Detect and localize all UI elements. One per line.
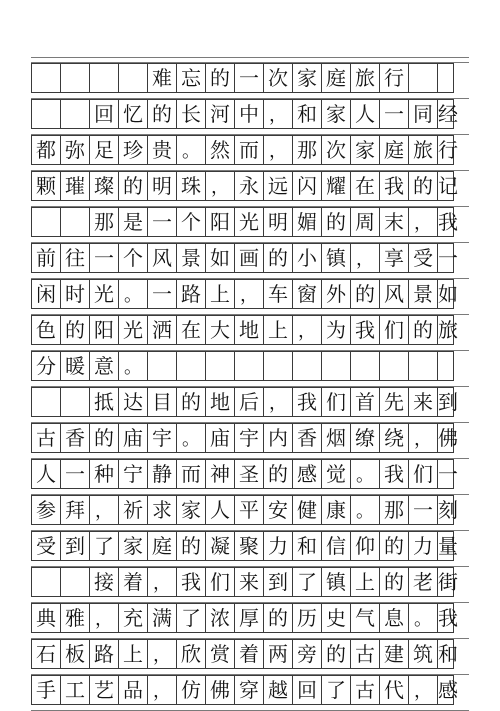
grid-cell: 感	[437, 675, 454, 705]
grid-cell: 拜	[60, 495, 90, 525]
grid-cell: 暖	[60, 351, 90, 381]
grid-cell: 了	[176, 603, 206, 633]
grid-cell: 璀	[60, 171, 90, 201]
grid-cell: 。	[176, 135, 206, 165]
grid-cell: 那	[292, 135, 322, 165]
grid-cell: ，	[292, 315, 322, 345]
grid-cell: 信	[321, 531, 351, 561]
grid-cell: 闪	[292, 171, 322, 201]
grid-cell: 宁	[118, 459, 148, 489]
essay-line	[31, 99, 469, 129]
grid-cell: 都	[31, 135, 61, 165]
grid-cell: 明	[263, 207, 293, 237]
grid-cell: 首	[350, 387, 380, 417]
grid-cell: 上	[205, 279, 235, 309]
grid-cell: 受	[31, 531, 61, 561]
grid-cell: 窗	[292, 279, 322, 309]
grid-cell: 回	[292, 675, 322, 705]
grid-cell: 刻	[437, 495, 454, 525]
grid-cell: 达	[118, 387, 148, 417]
grid-cell: ，	[408, 207, 438, 237]
grid-cell: 一	[437, 243, 454, 273]
grid-cell: 的	[379, 531, 409, 561]
grid-cell	[176, 351, 206, 381]
grid-cell: 庙	[205, 423, 235, 453]
essay-line	[31, 495, 469, 525]
grid-cell: 。	[118, 351, 148, 381]
grid-cell: 而	[234, 135, 264, 165]
grid-cell: 风	[147, 243, 177, 273]
grid-cell	[263, 351, 293, 381]
grid-cell: 远	[263, 171, 293, 201]
grid-cell: ，	[89, 603, 119, 633]
grid-cell	[60, 207, 90, 237]
grid-cell: 缭	[350, 423, 380, 453]
grid-cell: 行	[437, 135, 454, 165]
grid-cell: 旅	[408, 135, 438, 165]
grid-cell: 到	[437, 387, 454, 417]
grid-cell: 的	[321, 207, 351, 237]
grid-cell: ，	[263, 387, 293, 417]
grid-cell: 穿	[234, 675, 264, 705]
essay-line	[31, 531, 469, 561]
grid-cell: 色	[31, 315, 61, 345]
grid-cell: 车	[263, 279, 293, 309]
grid-cell: 中	[234, 99, 264, 129]
grid-cell: 前	[31, 243, 61, 273]
grid-cell: 的	[379, 567, 409, 597]
essay-line	[31, 459, 469, 489]
grid-cell: ，	[263, 135, 293, 165]
grid-cell: 经	[437, 99, 454, 129]
grid-cell: 庭	[379, 135, 409, 165]
grid-cell: 那	[379, 495, 409, 525]
grid-cell: 媚	[292, 207, 322, 237]
grid-cell: 了	[89, 531, 119, 561]
grid-cell	[60, 63, 90, 93]
grid-cell: 建	[379, 639, 409, 669]
grid-cell: 行	[379, 63, 409, 93]
grid-cell: 个	[176, 207, 206, 237]
grid-cell: 我	[437, 603, 454, 633]
grid-cell: 画	[234, 243, 264, 273]
grid-cell: 我	[292, 387, 322, 417]
grid-cell: 和	[437, 639, 454, 669]
grid-cell: 充	[118, 603, 148, 633]
grid-cell: 力	[408, 531, 438, 561]
grid-cell: 家	[350, 135, 380, 165]
grid-cell: 的	[147, 99, 177, 129]
grid-cell: 的	[408, 315, 438, 345]
grid-cell: 安	[263, 495, 293, 525]
grid-cell: 的	[89, 423, 119, 453]
grid-cell: 越	[263, 675, 293, 705]
grid-cell: 回	[89, 99, 119, 129]
grid-cell: 平	[234, 495, 264, 525]
grid-cell: 宇	[234, 423, 264, 453]
grid-cell: 参	[31, 495, 61, 525]
essay-title	[31, 63, 469, 93]
grid-cell: 健	[292, 495, 322, 525]
grid-cell: 难	[147, 63, 177, 93]
essay-line	[31, 207, 469, 237]
grid-cell	[60, 567, 90, 597]
grid-cell	[60, 99, 90, 129]
grid-cell: 贵	[147, 135, 177, 165]
grid-cell: 那	[89, 207, 119, 237]
grid-cell: 。	[176, 423, 206, 453]
grid-cell: 一	[234, 63, 264, 93]
grid-cell: 来	[408, 387, 438, 417]
grid-cell: 香	[292, 423, 322, 453]
grid-cell: 永	[234, 171, 264, 201]
grid-cell: 我	[379, 459, 409, 489]
grid-cell: 景	[176, 243, 206, 273]
grid-cell: 意	[89, 351, 119, 381]
grid-cell: 忆	[118, 99, 148, 129]
grid-cell: 古	[31, 423, 61, 453]
grid-cell	[234, 351, 264, 381]
grid-cell: ，	[408, 675, 438, 705]
grid-cell: 我	[379, 171, 409, 201]
grid-cell: 景	[408, 279, 438, 309]
grid-cell	[31, 567, 61, 597]
grid-cell: 筑	[408, 639, 438, 669]
grid-cell	[437, 351, 454, 381]
grid-cell	[118, 63, 148, 93]
grid-cell: 历	[292, 603, 322, 633]
essay-line	[31, 243, 469, 273]
grid-cell: 了	[292, 567, 322, 597]
essay-line	[31, 423, 469, 453]
grid-cell: 在	[176, 315, 206, 345]
grid-cell: 次	[263, 63, 293, 93]
grid-cell: 明	[147, 171, 177, 201]
grid-cell: 我	[176, 567, 206, 597]
grid-cell: 着	[118, 567, 148, 597]
grid-cell	[60, 387, 90, 417]
grid-cell: 耀	[321, 171, 351, 201]
grid-cell: 上	[263, 315, 293, 345]
grid-cell: 一	[60, 459, 90, 489]
essay-grid-paper	[31, 57, 469, 702]
grid-cell: 的	[176, 531, 206, 561]
grid-cell: 接	[89, 567, 119, 597]
grid-cell	[205, 351, 235, 381]
grid-cell: 享	[379, 243, 409, 273]
grid-cell: 弥	[60, 135, 90, 165]
essay-line	[31, 171, 469, 201]
grid-cell: 抵	[89, 387, 119, 417]
grid-cell: 外	[321, 279, 351, 309]
grid-cell: 庭	[321, 63, 351, 93]
grid-cell: 然	[205, 135, 235, 165]
grid-cell: 光	[234, 207, 264, 237]
grid-cell: 风	[379, 279, 409, 309]
grid-cell	[89, 63, 119, 93]
grid-cell	[31, 207, 61, 237]
grid-cell: 石	[31, 639, 61, 669]
grid-cell: 地	[234, 315, 264, 345]
grid-cell: 仰	[350, 531, 380, 561]
grid-cell: 祈	[118, 495, 148, 525]
grid-cell: 目	[147, 387, 177, 417]
grid-cell: 康	[321, 495, 351, 525]
grid-cell: 我	[437, 207, 454, 237]
grid-cell: 在	[350, 171, 380, 201]
row-gap-strip	[31, 705, 469, 711]
grid-cell: 人	[31, 459, 61, 489]
essay-line	[31, 603, 469, 633]
grid-cell: 家	[321, 99, 351, 129]
grid-cell: 满	[147, 603, 177, 633]
grid-cell: ，	[234, 279, 264, 309]
grid-cell	[147, 351, 177, 381]
grid-cell: 珠	[176, 171, 206, 201]
grid-cell: 是	[118, 207, 148, 237]
grid-cell	[292, 351, 322, 381]
grid-cell: ，	[147, 675, 177, 705]
grid-cell: ，	[263, 99, 293, 129]
grid-cell: 次	[321, 135, 351, 165]
grid-cell: 量	[437, 531, 454, 561]
grid-cell: 气	[350, 603, 380, 633]
grid-cell: 着	[234, 639, 264, 669]
grid-cell: 为	[321, 315, 351, 345]
grid-cell: 力	[263, 531, 293, 561]
grid-cell: 上	[350, 567, 380, 597]
grid-cell: 时	[60, 279, 90, 309]
essay-line	[31, 135, 469, 165]
grid-cell: 一	[147, 207, 177, 237]
grid-cell	[31, 63, 61, 93]
grid-cell: 家	[292, 63, 322, 93]
grid-cell: ，	[408, 423, 438, 453]
grid-cell: 分	[31, 351, 61, 381]
grid-cell: 颗	[31, 171, 61, 201]
grid-cell: 的	[408, 171, 438, 201]
grid-cell: 路	[176, 279, 206, 309]
grid-cell: 们	[379, 315, 409, 345]
grid-cell: 欣	[176, 639, 206, 669]
grid-cell: 的	[263, 243, 293, 273]
grid-cell: 。	[408, 603, 438, 633]
grid-cell: 一	[379, 99, 409, 129]
grid-cell: 佛	[437, 423, 454, 453]
grid-cell: 庙	[118, 423, 148, 453]
grid-cell: 阳	[89, 315, 119, 345]
grid-cell: 和	[292, 531, 322, 561]
grid-cell: 记	[437, 171, 454, 201]
essay-line	[31, 315, 469, 345]
grid-cell: 圣	[234, 459, 264, 489]
grid-cell: 旅	[437, 315, 454, 345]
grid-cell: 先	[379, 387, 409, 417]
essay-line	[31, 279, 469, 309]
grid-cell: 们	[408, 459, 438, 489]
grid-cell: 凝	[205, 531, 235, 561]
grid-cell: 史	[321, 603, 351, 633]
grid-cell: 家	[176, 495, 206, 525]
grid-cell: 受	[408, 243, 438, 273]
grid-cell: 。	[350, 495, 380, 525]
grid-cell: 烟	[321, 423, 351, 453]
grid-cell: 。	[118, 279, 148, 309]
grid-cell: 感	[292, 459, 322, 489]
grid-cell: 阳	[205, 207, 235, 237]
grid-cell: 厚	[234, 603, 264, 633]
grid-cell: 香	[60, 423, 90, 453]
grid-cell: 内	[263, 423, 293, 453]
grid-cell: ，	[205, 171, 235, 201]
grid-cell: 庭	[147, 531, 177, 561]
grid-cell: 的	[321, 639, 351, 669]
grid-cell: 品	[118, 675, 148, 705]
grid-cell: 赏	[205, 639, 235, 669]
grid-cell: 们	[205, 567, 235, 597]
grid-cell: 忘	[176, 63, 206, 93]
grid-cell: 足	[89, 135, 119, 165]
grid-cell: 后	[234, 387, 264, 417]
essay-line	[31, 387, 469, 417]
grid-cell: 宇	[147, 423, 177, 453]
grid-cell: 路	[89, 639, 119, 669]
grid-cell: 大	[205, 315, 235, 345]
essay-line	[31, 567, 469, 597]
grid-cell: 一	[147, 279, 177, 309]
grid-cell: 老	[408, 567, 438, 597]
grid-cell: 觉	[321, 459, 351, 489]
grid-cell: ，	[147, 567, 177, 597]
grid-cell: 的	[60, 315, 90, 345]
grid-cell: 代	[379, 675, 409, 705]
grid-cell: 旅	[350, 63, 380, 93]
grid-cell: 手	[31, 675, 61, 705]
grid-cell	[408, 351, 438, 381]
grid-cell: ，	[350, 243, 380, 273]
grid-cell	[437, 63, 454, 93]
grid-cell: 上	[118, 639, 148, 669]
grid-cell: 神	[205, 459, 235, 489]
grid-cell: 河	[205, 99, 235, 129]
grid-cell: 种	[89, 459, 119, 489]
grid-cell: 周	[350, 207, 380, 237]
grid-cell: 的	[263, 603, 293, 633]
grid-cell: 人	[205, 495, 235, 525]
grid-cell: 洒	[147, 315, 177, 345]
grid-cell: 到	[263, 567, 293, 597]
grid-cell: 们	[321, 387, 351, 417]
grid-cell: 旁	[292, 639, 322, 669]
grid-cell: 雅	[60, 603, 90, 633]
grid-cell: 的	[263, 459, 293, 489]
grid-cell: ，	[89, 495, 119, 525]
grid-cell: 来	[234, 567, 264, 597]
grid-cell: 同	[408, 99, 438, 129]
grid-cell: 典	[31, 603, 61, 633]
grid-cell: 一	[437, 459, 454, 489]
grid-cell: 镇	[321, 567, 351, 597]
grid-cell: 如	[205, 243, 235, 273]
grid-cell	[379, 351, 409, 381]
grid-cell: 一	[408, 495, 438, 525]
grid-cell: 人	[350, 99, 380, 129]
grid-cell: 和	[292, 99, 322, 129]
grid-cell: 的	[118, 171, 148, 201]
grid-cell	[350, 351, 380, 381]
essay-line	[31, 351, 469, 381]
grid-cell: 仿	[176, 675, 206, 705]
grid-cell: 往	[60, 243, 90, 273]
grid-cell: 地	[205, 387, 235, 417]
grid-cell: 家	[118, 531, 148, 561]
grid-cell: 息	[379, 603, 409, 633]
grid-cell: 两	[263, 639, 293, 669]
grid-cell: 聚	[234, 531, 264, 561]
essay-line	[31, 639, 469, 669]
grid-cell: 的	[205, 63, 235, 93]
grid-cell: 光	[89, 279, 119, 309]
grid-cell: 了	[321, 675, 351, 705]
grid-cell: 如	[437, 279, 454, 309]
grid-cell: 艺	[89, 675, 119, 705]
grid-cell: 珍	[118, 135, 148, 165]
grid-cell	[321, 351, 351, 381]
grid-cell: 街	[437, 567, 454, 597]
grid-cell: 。	[350, 459, 380, 489]
grid-cell: 个	[118, 243, 148, 273]
grid-cell: 佛	[205, 675, 235, 705]
grid-cell: ，	[147, 639, 177, 669]
grid-cell: 而	[176, 459, 206, 489]
grid-cell: 工	[60, 675, 90, 705]
grid-cell: 璨	[89, 171, 119, 201]
grid-cell: 闲	[31, 279, 61, 309]
grid-cell	[31, 387, 61, 417]
grid-cell: 末	[379, 207, 409, 237]
grid-cell	[31, 99, 61, 129]
grid-cell: 浓	[205, 603, 235, 633]
grid-cell: 古	[350, 639, 380, 669]
grid-cell: 长	[176, 99, 206, 129]
grid-cell	[408, 63, 438, 93]
grid-cell: 我	[350, 315, 380, 345]
grid-cell: 静	[147, 459, 177, 489]
grid-cell: 光	[118, 315, 148, 345]
essay-line	[31, 675, 469, 705]
grid-cell: 板	[60, 639, 90, 669]
grid-cell: 求	[147, 495, 177, 525]
grid-cell: 一	[89, 243, 119, 273]
grid-cell: 的	[176, 387, 206, 417]
grid-cell: 古	[350, 675, 380, 705]
grid-cell: 绕	[379, 423, 409, 453]
grid-cell: 的	[350, 279, 380, 309]
grid-cell: 镇	[321, 243, 351, 273]
grid-cell: 到	[60, 531, 90, 561]
grid-cell: 小	[292, 243, 322, 273]
